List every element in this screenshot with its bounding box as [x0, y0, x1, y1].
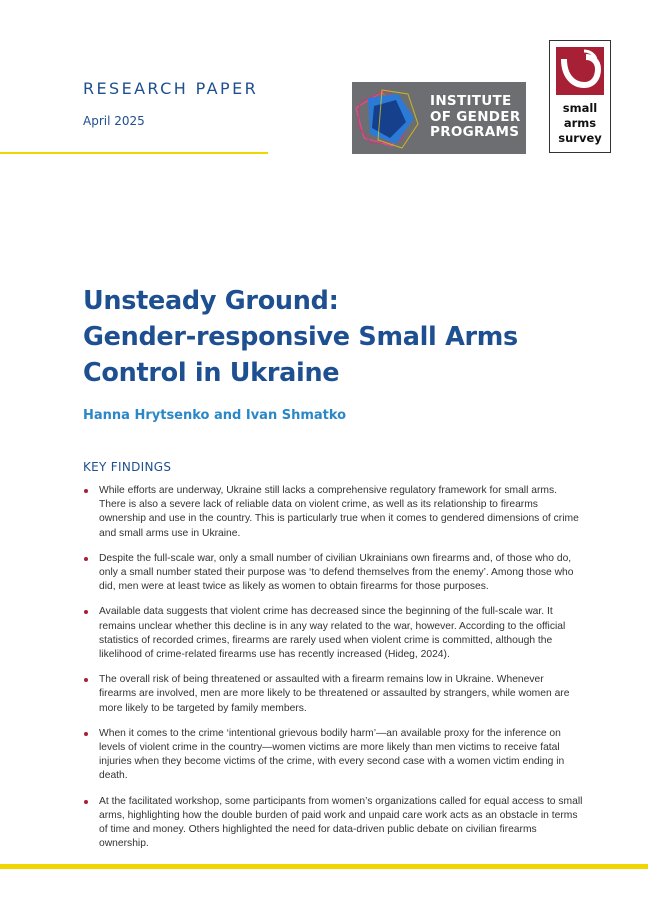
bullet-icon	[84, 489, 88, 493]
bullet-icon	[84, 678, 88, 682]
title-line: Unsteady Ground:	[83, 286, 339, 316]
key-finding-text: Despite the full-scale war, only a small number of civilian Ukrainians own firearms and, of those who do, only a small number stated their purpose was ‘to defend themselves from the enemy’. Among those who did, men were at least twice as likely as women to obtain firearms for those purposes.	[99, 552, 574, 593]
bullet-icon	[84, 557, 88, 561]
header-rule	[0, 152, 268, 154]
title-line: Gender-responsive Small Arms	[83, 322, 518, 352]
key-finding-item	[83, 605, 583, 662]
sas-logo-line: arms	[563, 116, 597, 130]
publication-date: April 2025	[83, 114, 145, 128]
key-findings-list	[83, 484, 583, 862]
institute-logo-line: PROGRAMS	[430, 124, 520, 140]
bullet-icon	[84, 732, 88, 736]
overlapping-polygons-logo	[352, 82, 422, 154]
key-finding-item	[83, 673, 583, 716]
key-finding-text: At the facilitated workshop, some participants from women’s organizations called for equal access to small arms, highlighting how the double burden of paid work and unpaid care work acts as an obstacle in terms of time and money. Others highlighted the need for data-driven public debate on civilian firearms ownership.	[99, 795, 583, 850]
bullet-icon	[84, 610, 88, 614]
institute-of-gender-programs-logo	[352, 82, 526, 154]
key-finding-text: When it comes to the crime ‘intentional grievous bodily harm’—an available proxy for the inference on levels of violent crime in the country—women victims are more likely than men victims to receive fatal injuries when they become victims of the crime, with every second case with a women victim ending in death.	[99, 727, 565, 782]
title-line: Control in Ukraine	[83, 358, 340, 388]
key-finding-text: The overall risk of being threatened or assaulted with a firearm remains low in Ukraine. Whenever firearms are involved, men are more likely to be threatened or assaulted by strangers, while women are more likely to be targeted by family members.	[99, 674, 570, 714]
small-arms-survey-mark	[556, 47, 604, 95]
key-finding-item	[83, 552, 583, 595]
institute-logo-text	[430, 94, 521, 141]
small-arms-survey-text	[550, 101, 610, 146]
key-finding-text: While efforts are underway, Ukraine still lacks a comprehensive regulatory framework for small arms. There is also a severe lack of reliable data on violent crime, as well as its relationship to firearms ownership and use in the country. This is particularly true when it comes to gendered dimensions of crime and small arms use in Ukraine.	[99, 485, 579, 539]
key-finding-item	[83, 727, 583, 784]
paper-title	[83, 283, 603, 391]
institute-logo-line: OF GENDER	[430, 108, 521, 125]
institute-logo-line: INSTITUTE	[430, 93, 512, 109]
small-arms-survey-logo	[549, 40, 611, 153]
target-swirl-icon	[556, 47, 604, 95]
authors: Hanna Hrytsenko and Ivan Shmatko	[83, 408, 347, 423]
bullet-icon	[84, 800, 88, 804]
key-finding-item	[83, 795, 583, 852]
key-findings-heading: KEY FINDINGS	[83, 460, 172, 474]
sas-logo-line: survey	[558, 131, 602, 145]
key-finding-text: Available data suggests that violent crime has decreased since the beginning of the full-scale war. It remains unclear whether this decline is in any way related to the war, however. According to the official statistics of recorded crimes, firearms are rarely used when violent crime is committed, although the likelihood of crime-related firearms use has recently increased (Hideg, 2024).	[99, 606, 566, 661]
sas-logo-line: small	[562, 101, 598, 115]
research-paper-label: RESEARCH PAPER	[83, 79, 259, 98]
footer-rule	[0, 864, 648, 869]
key-finding-item	[83, 484, 583, 541]
